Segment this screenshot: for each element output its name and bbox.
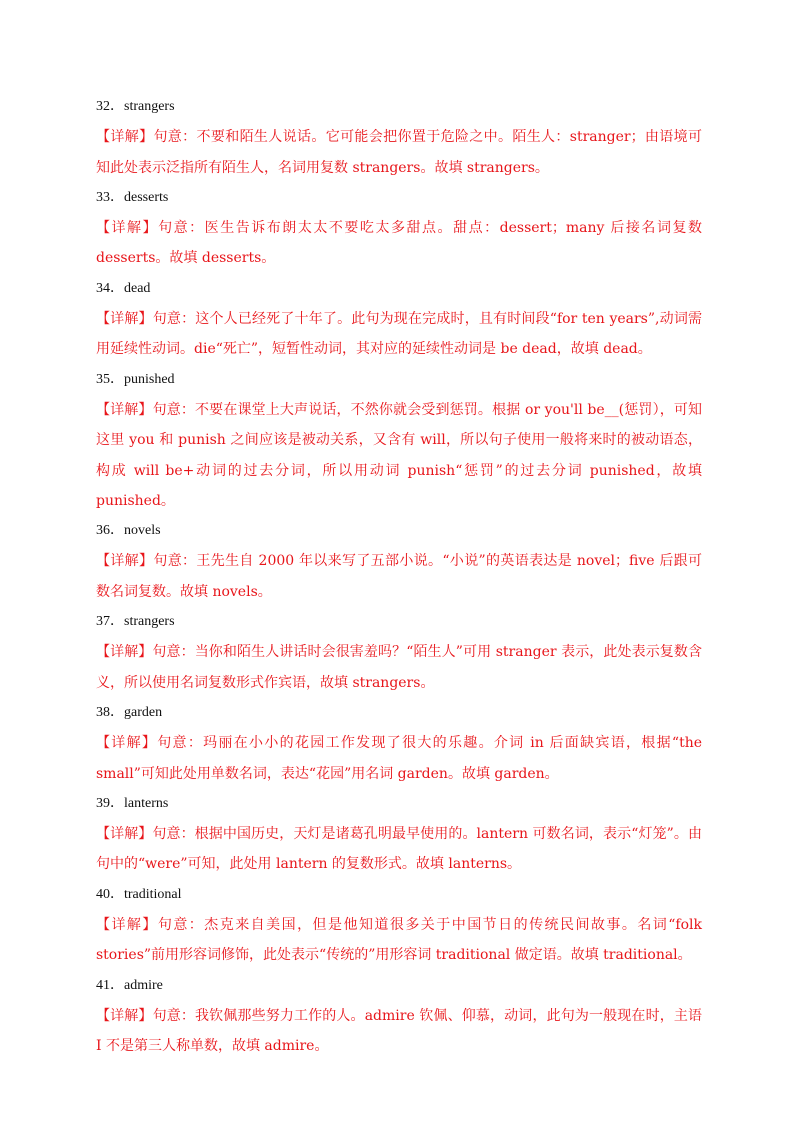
explanation-text (96, 637, 702, 698)
explanation-text (96, 304, 702, 365)
explanation-body: 句意：根据中国历史，天灯是诸葛孔明最早使用的。lantern 可数名词，表示“灯笼”。由句中的“were”可知，此处用 lantern 的复数形式。故填 lanterns。 (96, 826, 703, 873)
answer-heading: 32．strangers (96, 99, 175, 114)
detail-tag: 【详解】 (96, 917, 158, 934)
answer-heading: 38．garden (96, 704, 163, 720)
detail-tag: 【详解】 (96, 401, 153, 418)
answer-heading: 33．desserts (96, 189, 169, 205)
explanation-text (96, 1001, 702, 1062)
detail-tag: 【详解】 (96, 826, 153, 843)
explanation-body: 句意：杰克来自美国，但是他知道很多关于中国节日的传统民间故事。名词“folk stories”前用形容词修饰，此处表示“传统的”用形容词 traditional 做定语。故填 traditional。 (96, 917, 703, 964)
detail-tag: 【详解】 (96, 553, 154, 570)
detail-tag: 【详解】 (96, 644, 153, 661)
answer-item-32 (96, 92, 702, 183)
detail-tag: 【详解】 (96, 1007, 153, 1024)
answer-item-41 (96, 971, 702, 1062)
explanation-body: 句意：不要在课堂上大声说话，不然你就会受到惩罚。根据 or you'll be__(惩罚），可知这里 you 和 punish 之间应该是被动关系，又含有 will，所以句子使用一般将来时的被动语态，构成 will be+动词的过去分词，所以用动词 punish“惩罚”的过去分词 punished，故填 punished。 (96, 401, 703, 509)
answer-heading: 41．admire (96, 977, 163, 993)
explanation-text (96, 213, 702, 274)
answer-item-38 (96, 698, 702, 789)
explanation-text (96, 122, 702, 183)
explanation-text (96, 819, 702, 880)
detail-tag: 【详解】 (96, 220, 159, 237)
explanation-body: 句意：医生告诉布朗太太不要吃太多甜点。甜点：dessert；many 后接名词复数 desserts。故填 desserts。 (96, 220, 703, 267)
answer-item-39 (96, 789, 702, 880)
answer-item-35 (96, 365, 702, 516)
answer-heading: 37．strangers (96, 614, 175, 630)
answer-heading: 34．dead (96, 280, 151, 296)
answer-item-37 (96, 607, 702, 698)
explanation-text (96, 728, 702, 789)
answer-item-36 (96, 516, 702, 607)
answer-heading: 35．punished (96, 371, 175, 387)
explanation-text (96, 546, 702, 607)
explanation-body: 句意：王先生自 2000 年以来写了五部小说。“小说”的英语表达是 novel；five 后跟可数名词复数。故填 novels。 (96, 553, 702, 600)
answer-heading: 40．traditional (96, 886, 182, 902)
detail-tag: 【详解】 (96, 735, 158, 752)
explanation-body: 句意：玛丽在小小的花园工作发现了很大的乐趣。介词 in 后面缺宾语，根据“the small”可知此处用单数名词，表达“花园”用名词 garden。故填 garden。 (96, 735, 702, 782)
explanation-body: 句意：不要和陌生人说话。它可能会把你置于危险之中。陌生人：stranger；由语境可知此处表示泛指所有陌生人，名词用复数 strangers。故填 strangers。 (96, 129, 703, 176)
explanation-body: 句意：这个人已经死了十年了。此句为现在完成时，且有时间段“for ten years”,动词需用延续性动词。die“死亡”，短暂性动词，其对应的延续性动词是 be dead，故填 dead。 (96, 311, 703, 358)
answer-heading: 39．lanterns (96, 795, 169, 811)
answer-heading: 36．novels (96, 523, 161, 539)
explanation-body: 句意：我钦佩那些努力工作的人。admire 钦佩、仰慕，动词，此句为一般现在时，主语 I 不是第三人称单数，故填 admire。 (96, 1007, 703, 1055)
answer-item-33 (96, 183, 702, 274)
answer-item-40 (96, 880, 702, 971)
explanation-text (96, 910, 702, 971)
answer-key-page (96, 92, 702, 1062)
answer-item-34 (96, 274, 702, 365)
explanation-body: 句意：当你和陌生人讲话时会很害羞吗？“陌生人”可用 stranger 表示，此处表示复数含义，所以使用名词复数形式作宾语，故填 strangers。 (96, 644, 702, 691)
explanation-text (96, 395, 702, 516)
detail-tag: 【详解】 (96, 311, 153, 328)
detail-tag: 【详解】 (96, 129, 154, 146)
